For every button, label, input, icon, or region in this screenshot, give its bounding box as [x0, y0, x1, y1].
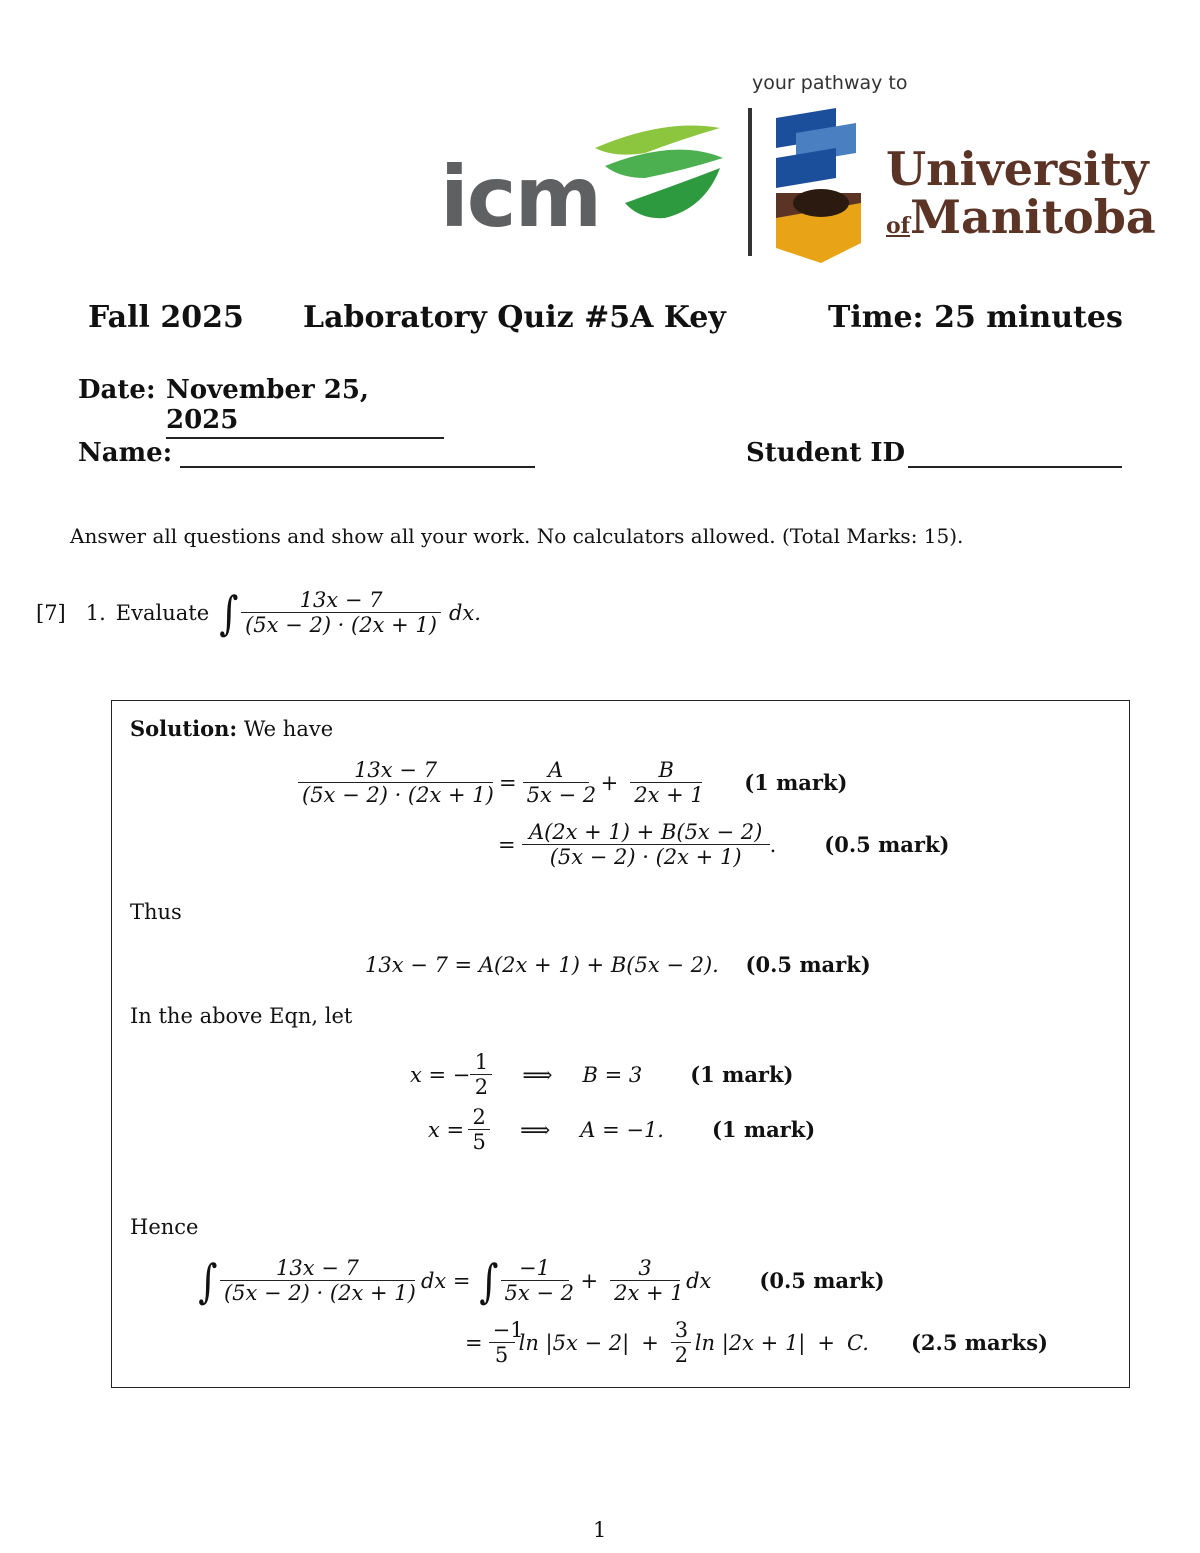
final2-eq: =	[465, 1330, 483, 1355]
final1-term2	[610, 1256, 684, 1306]
eq1-plus: +	[600, 770, 619, 795]
sub1-den: 2	[474, 1075, 489, 1100]
final2-c1-num: −1	[489, 1318, 515, 1343]
eq1-mark: (1 mark)	[744, 770, 848, 796]
final2-c1-den: 5	[494, 1343, 509, 1368]
eq2-period: .	[769, 832, 777, 857]
eq3-mark: (0.5 mark)	[745, 952, 871, 977]
question-integrand-num: 13x − 7	[241, 588, 441, 613]
final1-lhs	[220, 1256, 415, 1305]
final1-mark: (0.5 mark)	[759, 1268, 885, 1294]
final1-t2-num: 3	[610, 1256, 680, 1281]
question-marks: [7]	[36, 600, 66, 625]
name-field[interactable]	[180, 466, 535, 468]
icm-logo	[440, 108, 730, 248]
sub1-result: B = 3	[582, 1062, 643, 1087]
university-shield-icon	[776, 108, 866, 268]
final2-ln1: ln |5x − 2|	[518, 1330, 630, 1355]
final1-dx: dx	[686, 1268, 712, 1293]
question-1	[36, 585, 481, 640]
icm-logo-text: icm	[440, 148, 601, 246]
logo-divider	[748, 108, 752, 256]
eq1-lhs	[298, 758, 493, 807]
solution-intro	[130, 716, 333, 741]
eq2-den: (5x − 2) · (2x + 1)	[549, 845, 742, 870]
eq2-fraction	[522, 820, 770, 869]
solution-label: Solution:	[130, 716, 238, 741]
eq3-text: 13x − 7 = A(2x + 1) + B(5x − 2).	[365, 953, 719, 977]
final2-coef2	[671, 1318, 691, 1367]
final2-plus2: +	[817, 1330, 835, 1355]
question-integrand-den: (5x − 2) · (2x + 1)	[245, 613, 437, 638]
icm-swoosh-icon	[585, 108, 725, 248]
final2-coef1	[489, 1318, 524, 1368]
page-number: 1	[593, 1518, 607, 1542]
final2-c2-num: 3	[671, 1318, 691, 1343]
term-label: Fall 2025	[88, 300, 244, 335]
final1-dx-eq: dx =	[420, 1268, 471, 1293]
let-text: In the above Eqn, let	[130, 1004, 353, 1028]
sub2-den: 5	[472, 1130, 486, 1155]
eq2-equals: =	[498, 832, 516, 857]
solution-intro-text: We have	[243, 717, 334, 741]
student-id-field[interactable]	[908, 466, 1122, 468]
final1-integral-icon-2: ∫	[478, 1253, 499, 1308]
sub1-implies: ⟹	[522, 1062, 553, 1087]
sub2-mark: (1 mark)	[711, 1117, 816, 1143]
substitution-1	[410, 1050, 794, 1099]
instructions: Answer all questions and show all your work. No calculators allowed. (Total Marks: 15).	[70, 524, 964, 548]
equation-1	[298, 758, 847, 807]
university-name-line1: University	[886, 142, 1149, 196]
final-equation-2	[465, 1318, 1048, 1367]
question-dx: dx.	[448, 600, 481, 625]
eq2-mark: (0.5 mark)	[824, 832, 950, 858]
hence-text: Hence	[130, 1215, 199, 1239]
substitution-2	[428, 1105, 815, 1154]
sub2-num: 2	[468, 1105, 490, 1130]
sub1-mark: (1 mark)	[690, 1062, 794, 1088]
final1-integral-icon: ∫	[198, 1253, 218, 1308]
final2-mark: (2.5 marks)	[910, 1330, 1048, 1356]
final1-lhs-den: (5x − 2) · (2x + 1)	[223, 1281, 416, 1306]
eq1-lhs-num: 13x − 7	[298, 758, 493, 783]
final1-t1-num: −1	[501, 1256, 569, 1281]
university-name-of: of	[886, 213, 911, 239]
sub2-result: A = −1.	[580, 1117, 664, 1142]
university-name	[886, 142, 1156, 250]
sub1-num: 1	[470, 1050, 492, 1075]
final1-plus: +	[580, 1268, 599, 1293]
name-label: Name:	[78, 438, 173, 468]
final1-lhs-num: 13x − 7	[220, 1256, 415, 1281]
final2-const: C.	[846, 1330, 869, 1355]
quiz-title: Laboratory Quiz #5A Key	[303, 300, 726, 335]
university-name-line2: Manitoba	[910, 190, 1156, 244]
eq1-a-den: 5x − 2	[526, 783, 597, 808]
final1-t1-den: 5x − 2	[504, 1281, 575, 1306]
question-prompt: Evaluate	[115, 600, 210, 625]
final2-plus1: +	[641, 1330, 659, 1355]
eq1-term-b	[630, 758, 702, 807]
final2-c2-den: 2	[674, 1343, 689, 1368]
final2-ln2: ln |2x + 1|	[694, 1330, 806, 1355]
question-number: 1.	[85, 600, 106, 625]
integral-sign-icon: ∫	[219, 585, 239, 640]
student-id-label: Student ID	[746, 438, 906, 468]
eq2-num: A(2x + 1) + B(5x − 2)	[522, 820, 770, 845]
eq1-a-num: A	[523, 758, 589, 783]
equation-2	[498, 820, 949, 869]
time-label: Time: 25 minutes	[828, 300, 1123, 335]
tagline: your pathway to	[752, 72, 908, 94]
eq1-term-a	[523, 758, 597, 808]
sub2-implies: ⟹	[520, 1117, 551, 1142]
eq1-equals: =	[499, 770, 517, 795]
eq1-b-den: 2x + 1	[634, 783, 704, 808]
equation-3	[365, 952, 871, 977]
question-integrand	[241, 588, 441, 637]
sub2-fraction	[468, 1105, 490, 1154]
sub2-x-eq: x =	[428, 1117, 465, 1142]
final-equation-1	[196, 1253, 885, 1308]
date-label: Date:	[78, 375, 156, 405]
final1-term1	[501, 1256, 575, 1306]
thus-text: Thus	[130, 900, 182, 924]
eq1-b-num: B	[630, 758, 702, 783]
sub1-fraction	[470, 1050, 492, 1099]
sub1-x-eq: x = −	[410, 1062, 471, 1087]
final1-t2-den: 2x + 1	[614, 1281, 684, 1306]
date-value: November 25, 2025	[166, 375, 444, 439]
eq1-lhs-den: (5x − 2) · (2x + 1)	[302, 783, 494, 808]
